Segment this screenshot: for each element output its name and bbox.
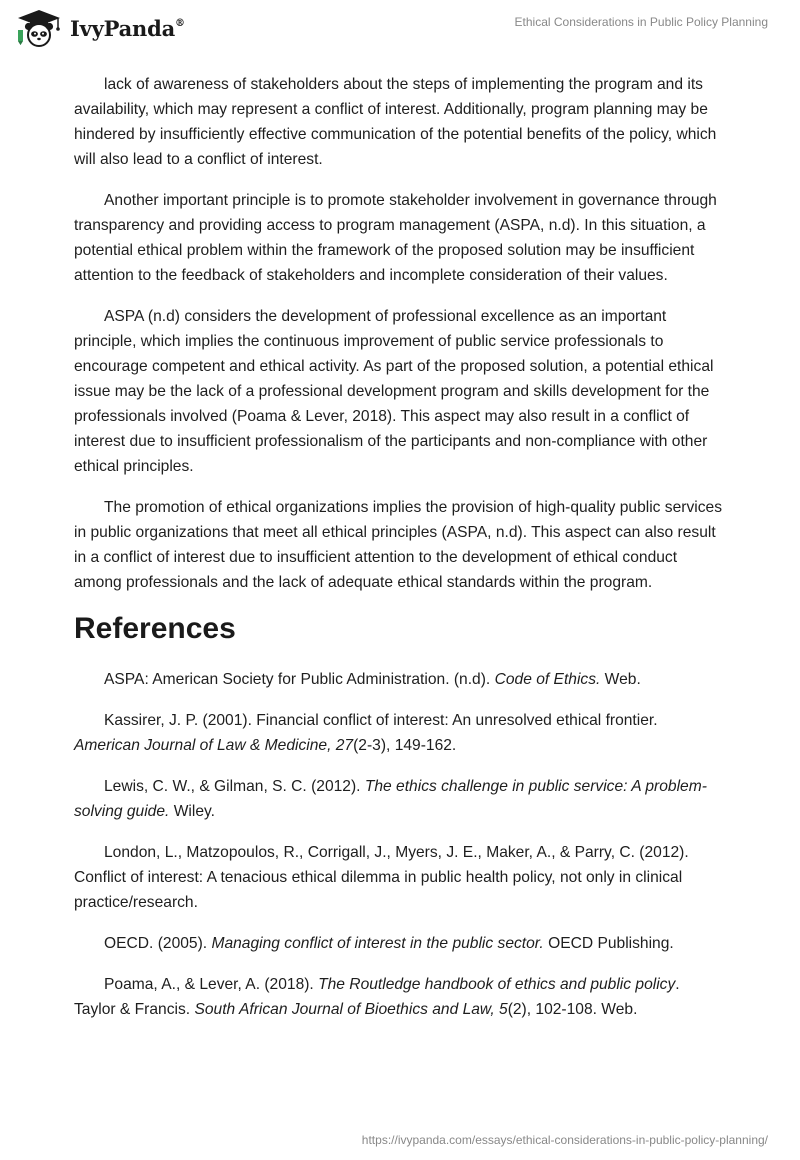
panda-graduate-icon <box>14 8 64 48</box>
reference-item: Lewis, C. W., & Gilman, S. C. (2012). The ethics challenge in public service: A problem-solving guide. Wiley. <box>74 778 707 820</box>
document-title: Ethical Considerations in Public Policy Planning <box>514 15 768 29</box>
references-heading: References <box>74 612 236 645</box>
reference-item: ASPA: American Society for Public Administration. (n.d). Code of Ethics. Web. <box>104 671 641 688</box>
reference-item: Kassirer, J. P. (2001). Financial conflict of interest: An unresolved ethical frontier. American Journal of Law & Medicine, 27(2-3), 149-162. <box>74 712 658 754</box>
page-header <box>0 0 800 62</box>
reference-item: Poama, A., & Lever, A. (2018). The Routledge handbook of ethics and public policy. Taylor & Francis. South African Journal of Bioethics and Law, 5(2), 102-108. Web. <box>74 976 680 1018</box>
reference-item: OECD. (2005). Managing conflict of interest in the public sector. OECD Publishing. <box>104 935 674 952</box>
body-paragraph: The promotion of ethical organizations implies the provision of high-quality public services in public organizations that meet all ethical principles (ASPA, n.d). This aspect can also result in a conflict of interest due to insufficient attention to the development of ethical conduct among professionals and the lack of adequate ethical standards within the program. <box>74 499 723 591</box>
body-paragraph: ASPA (n.d) considers the development of professional excellence as an important principle, which implies the continuous improvement of public service professionals to encourage competent and ethical activity. As part of the proposed solution, a potential ethical issue may be the lack of a professional development program and skills development for the professionals involved (Poama & Lever, 2018). This aspect may also result in a conflict of interest due to insufficient professionalism of the participants and non-compliance with other ethical principles. <box>74 308 714 475</box>
reference-item: London, L., Matzopoulos, R., Corrigall, J., Myers, J. E., Maker, A., & Parry, C. (2012). Conflict of interest: A tenacious ethical dilemma in public health policy, not only in clinical practice/research. <box>74 844 689 911</box>
brand-logo[interactable] <box>14 8 185 48</box>
body-paragraph: Another important principle is to promote stakeholder involvement in governance through transparency and providing access to program management (ASPA, n.d). In this situation, a potential ethical problem within the framework of the proposed solution may be insufficient attention to the feedback of stakeholders and incomplete consideration of their values. <box>74 192 717 284</box>
registered-mark: ® <box>175 17 185 29</box>
source-url[interactable]: https://ivypanda.com/essays/ethical-considerations-in-public-policy-planning/ <box>361 1133 768 1147</box>
body-paragraph: lack of awareness of stakeholders about the steps of implementing the program and its availability, which may represent a conflict of interest. Additionally, program planning may be hindered by insufficiently effective communication of the potential benefits of the policy, which will also lead to a conflict of interest. <box>74 76 717 168</box>
essay-content <box>74 72 724 1038</box>
brand-name: IvyPanda® <box>70 15 185 41</box>
